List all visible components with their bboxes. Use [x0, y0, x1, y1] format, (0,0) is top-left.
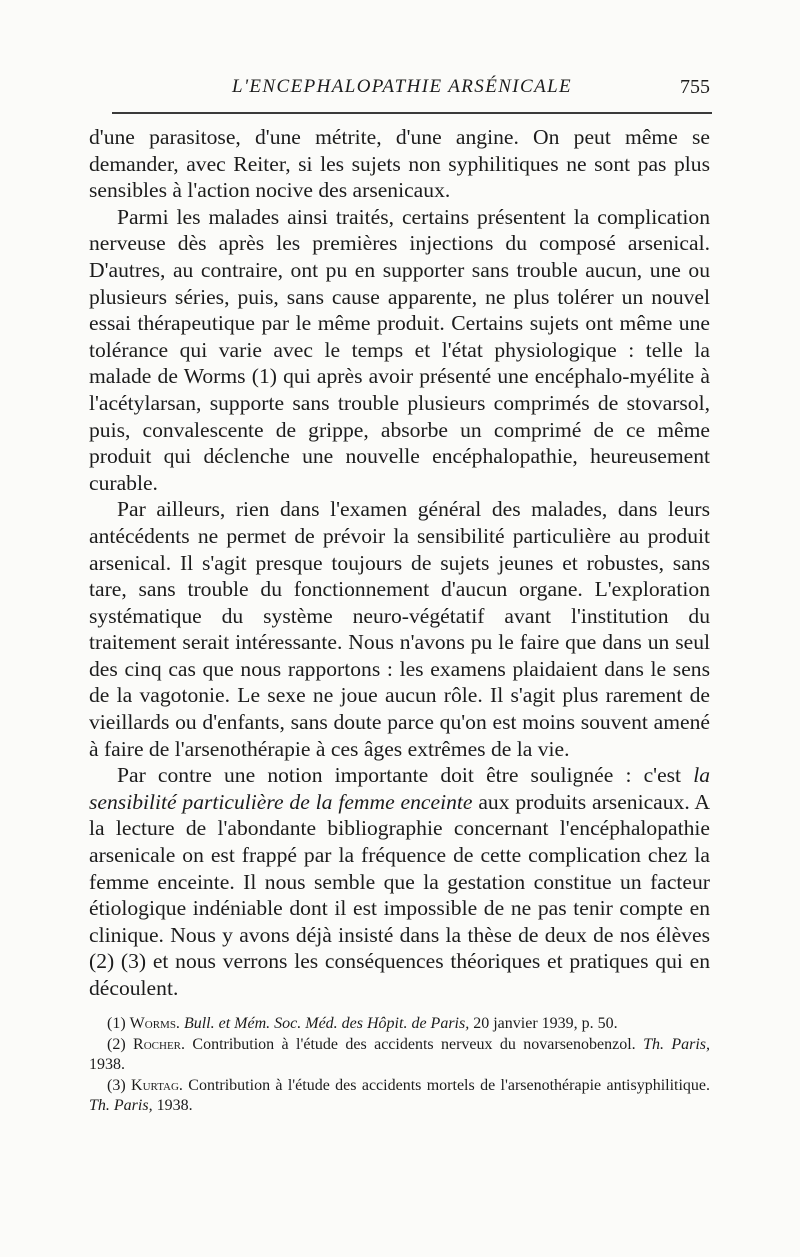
footnote-number: (3) [107, 1076, 126, 1094]
page-number: 755 [680, 76, 710, 98]
footnote-journal: Th. Paris, [643, 1035, 711, 1053]
paragraph-2: Parmi les malades ainsi traités, certains présentent la complication nerveuse dès après les premières injections du composé arsenical. D'autres, au contraire, ont pu en supporter sans trouble aucun, une ou plusieurs séries, puis, sans cause apparente, ne plus tolérer un nouvel essai thérapeutique par le même produit. Certains sujets ont même une tolérance qui varie avec le temps et l'état physiologique : telle la malade de Worms (1) qui après avoir présenté une encéphalo-myélite à l'acétylarsan, supporte sans trouble plusieurs comprimés de stovarsol, puis, convalescente de grippe, absorbe un comprimé de ce même produit qui déclenche une nouvelle encéphalopathie, heureusement curable. [89, 204, 710, 495]
footnote-number: (2) [107, 1035, 126, 1053]
footnote-3 [89, 1076, 710, 1117]
footnote-journal: Th. Paris, [89, 1097, 153, 1115]
footnote-rest: 1938. [89, 1056, 125, 1074]
footnote-author: Worms. [129, 1015, 180, 1032]
footnote-rest: 1938. [156, 1097, 193, 1115]
footnote-title: Contribution à l'étude des accidents nerveux du novarsenobenzol. [192, 1035, 636, 1053]
paragraph-4-emphasis: la sensibilité particulière de la femme enceinte [89, 763, 710, 814]
body-text [89, 124, 710, 1002]
footnote-title: Contribution à l'étude des accidents mortels de l'arsenothérapie antisyphilitique. [188, 1076, 711, 1094]
paragraph-3: Par ailleurs, rien dans l'examen général des malades, dans leurs antécédents ne permet de prévoir la sensibilité particulière au produit arsenical. Il s'agit presque toujours de sujets jeunes et robustes, sans tare, sans trouble du fonctionnement d'aucun organe. L'exploration systématique du système neuro-végétatif avant l'institution du traitement serait intéressante. Nous n'avons pu le faire que dans un seul des cinq cas que nous rapportons : les examens plaidaient dans le sens de la vagotonie. Le sexe ne joue aucun rôle. Il s'agit plus rarement de vieillards ou d'enfants, sans doute parce qu'on est moins souvent amené à faire de l'arsenothérapie à ces âges extrêmes de la vie. [89, 497, 710, 761]
footnote-rest: 20 janvier 1939, p. 50. [473, 1015, 618, 1032]
footnote-number: (1) [107, 1015, 126, 1032]
footnote-author: Kurtag. [131, 1076, 183, 1094]
paragraph-4 [89, 762, 710, 1001]
paragraph-4-start: Par contre une notion importante doit être soulignée : c'est [117, 763, 694, 788]
footnote-1 [89, 1014, 710, 1035]
footnote-2 [89, 1035, 710, 1076]
page-header [112, 72, 712, 114]
running-title: L'ENCEPHALOPATHIE ARSÉNICALE [232, 76, 573, 97]
paragraph-4-end: aux produits arsenicaux. A la lecture de l'abondante bibliographie concernant l'encéphalopathie arsenicale on est frappé par la fréquence de cette complication chez la femme enceinte. Il nous semble que la gestation constitue un facteur étiologique indéniable dont il est impossible de ne pas tenir compte en clinique. Nous y avons déjà insisté dans la thèse de deux de nos élèves (2) (3) et nous verrons les conséquences théoriques et pratiques qui en découlent. [89, 789, 710, 1000]
footnote-title: Bull. et Mém. Soc. Méd. des Hôpit. de Paris, [183, 1015, 470, 1032]
footnotes [89, 1014, 710, 1117]
footnote-author: Rocher. [133, 1035, 185, 1053]
paragraph-1: d'une parasitose, d'une métrite, d'une angine. On peut même se demander, avec Reiter, si les sujets non syphilitiques ne sont pas plus sensibles à l'action nocive des arsenicaux. [89, 125, 710, 203]
